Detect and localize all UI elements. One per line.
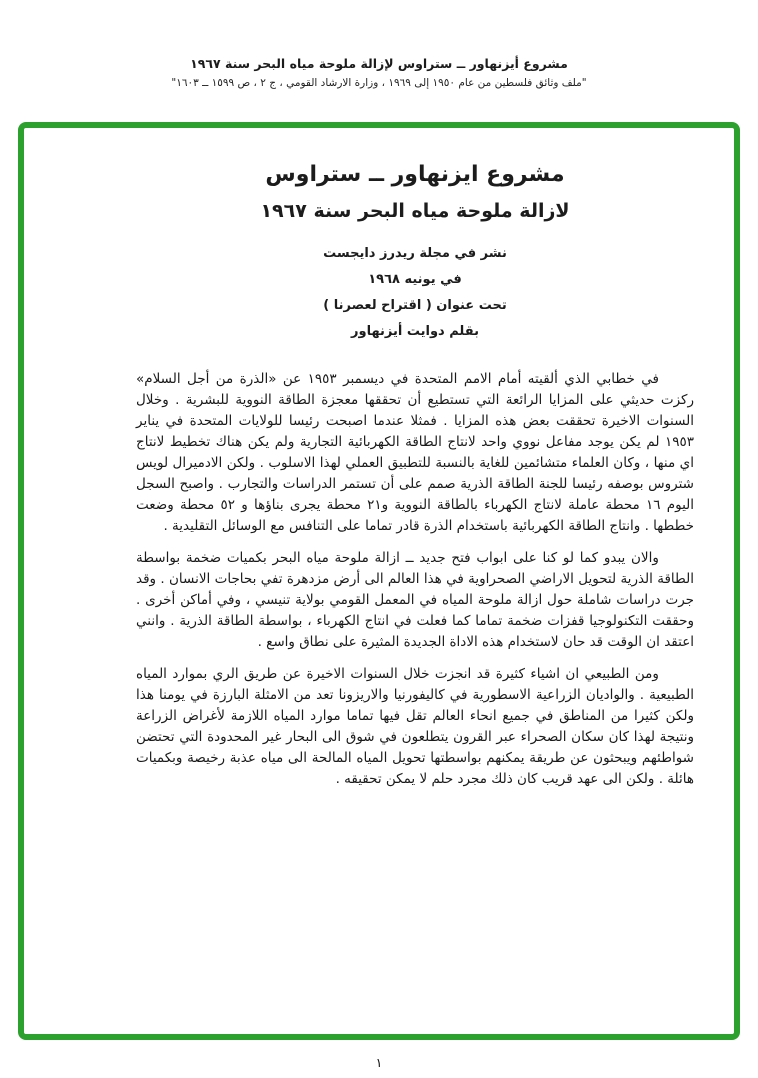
subtitle-author: بقلم دوايت أيزنهاور	[351, 324, 479, 340]
caption-source: "ملف وثائق فلسطين من عام ١٩٥٠ إلى ١٩٦٩ ، وزارة الارشاد القومي ، ج ٢ ، ص ١٥٩٩ ــ ١٦٠٣"	[171, 77, 587, 89]
subtitle-article-title: تحت عنوان ( اقتراح لعصرنا )	[323, 298, 507, 314]
subtitle-publication: نشر في مجلة ريدرز دايجست	[323, 246, 507, 262]
paragraph-3: ومن الطبيعي ان اشياء كثيرة قد انجزت خلال السنوات الاخيرة عن طريق الري بموارد المياه الطبيعية . والواديان الزراعية الاسطورية في كاليفورنيا والاريزونا تعد من الامثلة البارزة في يومنا هذا ولكن كثيرا من المناطق في جميع انحاء العالم تقل فيها تماما موارد المياه اللازمة لأغراض الزراعة ونتيجة لهذا كان سكان الصحراء عبر القرون يتطلعون في شوق الى البحار غير المحدودة التي تحتضن شواطئهم ويبحثون عن طريقة يمكنهم بواسطتها تحويل المياه المالحة الى مياه عذبة رخيصة وبكميات هائلة . ولكن الى عهد قريب كان ذلك مجرد حلم لا يمكن تحقيقه .	[136, 666, 694, 788]
document-subtitle	[136, 246, 694, 339]
document-body	[136, 369, 694, 790]
page-number: ١	[375, 1055, 383, 1070]
paragraph-2: والان يبدو كما لو كنا على ابواب فتح جديد ــ ازالة ملوحة مياه البحر بكميات ضخمة بواسطة الطاقة الذرية لتحويل الاراضي الصحراوية في هذا العالم الى أرض مزدهرة تفي بحاجات الانسان . وقد جرت دراسات شاملة حول ازالة ملوحة المياه في المعمل القومي بولاية تنيسي ، وفي أماكن أخرى . وحققت التكنولوجيا قفزات ضخمة تماما كما فعلت في انتاج الكهرباء ، بواسطة الطاقة الذرية . وانني اعتقد ان الوقت قد حان لاستخدام هذه الاداة الجديدة المثيرة على نطاق واسع .	[136, 550, 694, 651]
subtitle-date: في يونيه ١٩٦٨	[368, 272, 462, 288]
document-content	[24, 128, 734, 790]
caption-title: مشروع أيزنهاور ــ ستراوس لإزالة ملوحة مياه البحر سنة ١٩٦٧	[190, 56, 568, 71]
paragraph-1: في خطابي الذي ألقيته أمام الامم المتحدة في ديسمبر ١٩٥٣ عن «الذرة من أجل السلام» ركزت حديثي على المزايا الرائعة التي تستطيع أن تحققها معجزة الطاقة النووية للبشرية . وخلال السنوات الاخيرة تحققت بعض هذه المزايا . فمثلا عندما اصبحت رئيسا للولايات المتحدة في يناير ١٩٥٣ لم يكن يوجد مفاعل نووي واحد لانتاج الطاقة الكهربائية التجارية ولم يكن هناك تخطيط لانتاج اي منها ، وكان العلماء متشائمين للغاية بالنسبة للتطبيق العملي لهذا الاسلوب . ولكن الادميرال لويس شتروس بوصفه رئيسا للجنة الطاقة الذرية صمم على أن تستمر الدراسات والتجارب . واصبح السجل اليوم ١٦ محطة عاملة لانتاج الكهرباء بالطاقة النووية و٢١ محطة يجرى بناؤها و ٥٢ محطة وضعت خططها . وانتاج الطاقة الكهربائية باستخدام الذرة قادر تماما على التنافس مع الوسائل التقليدية .	[136, 371, 695, 535]
document-title-line-1: مشروع ايزنهاور ــ ستراوس	[265, 162, 565, 187]
top-caption	[0, 56, 758, 89]
document-title-line-2: لازالة ملوحة مياه البحر سنة ١٩٦٧	[260, 200, 570, 223]
document-frame	[18, 122, 740, 1040]
